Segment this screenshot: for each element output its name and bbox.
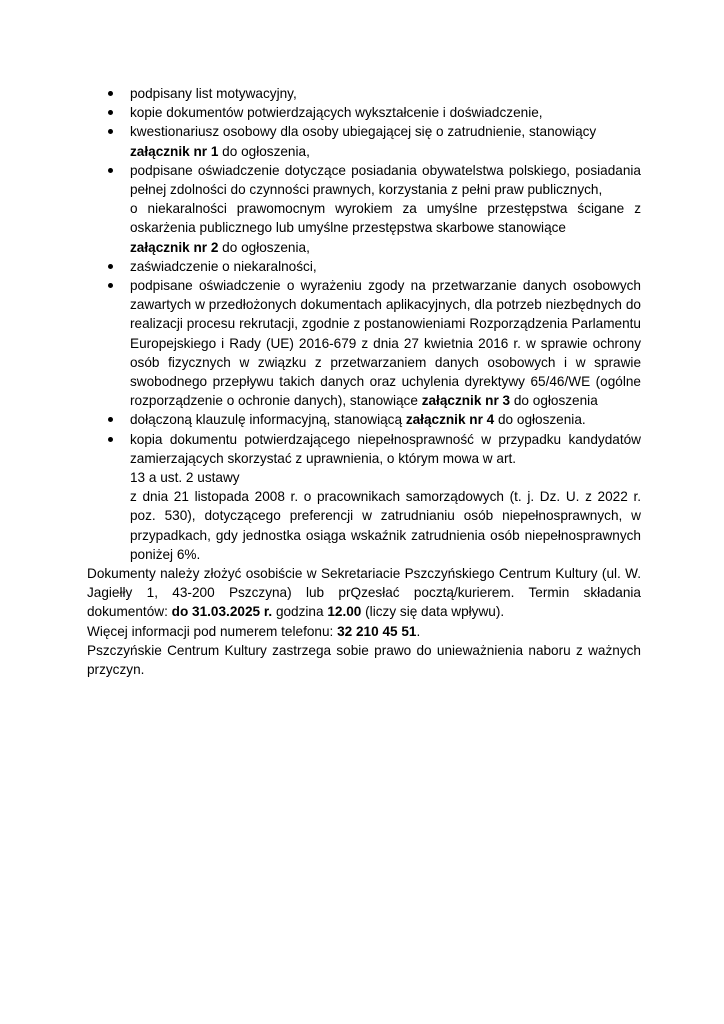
paragraph-text: Dokumenty należy złożyć osobiście w Sekretariacie Pszczyńskiego Centrum Kultury (ul. W. Jagiełły 1, 43-200 Pszczyna) lub prQzesłać pocztą/kurierem. Termin składania dokumentów: <box>87 566 641 620</box>
bullet-icon <box>108 417 113 422</box>
bullet-icon <box>108 283 113 288</box>
list-item <box>87 257 641 276</box>
attachment-label: załącznik nr 2 <box>130 239 219 255</box>
bullet-icon <box>108 91 113 96</box>
list-item <box>87 84 641 103</box>
deadline-date: do 31.03.2025 r. <box>171 604 273 620</box>
deadline-time: 12.00 <box>327 604 362 620</box>
list-item <box>87 122 641 160</box>
list-item <box>87 410 641 429</box>
list-item-text: o niekaralności prawomocnym wyrokiem za umyślne przestępstwa ścigane z oskarżenia publicznego lub umyślne przestępstwa skarbowe stanowiące <box>130 201 641 236</box>
required-documents-list <box>87 84 641 564</box>
list-item-text: do ogłoszenia. <box>494 412 586 428</box>
attachment-label: załącznik nr 3 <box>421 393 511 409</box>
document-content <box>87 84 641 679</box>
list-item-text: kwestionariusz osobowy dla osoby ubiegającej się o zatrudnienie, stanowiący <box>130 124 597 140</box>
list-item-text: podpisane oświadczenie dotyczące posiadania obywatelstwa polskiego, posiadania pełnej zdolności do czynności prawnych, korzystania z pełni praw publicznych, <box>130 162 641 198</box>
list-item-text: do ogłoszenia, <box>218 143 310 159</box>
list-item-text: podpisane oświadczenie o wyrażeniu zgody na przetwarzanie danych osobowych zawartych w przedłożonych dokumentach aplikacyjnych, dla potrzeb niezbędnych do realizacji procesu rekrutacji, zgodnie z postanowieniami Rozporządzenia Parlamentu Europejskiego i Rady (UE) 2016-679 z dnia 27 kwietnia 2016 r. w sprawie ochrony osób fizycznych w związku z przetwarzaniem danych osobowych i w sprawie swobodnego przepływu takich danych oraz uchylenia dyrektywy 65/46/WE (ogólne rozporządzenie o ochronie danych), stanowiące <box>130 278 641 409</box>
paragraph-text: godzina <box>275 604 324 620</box>
attachment-label: załącznik nr 4 <box>405 412 495 428</box>
bullet-icon <box>108 168 113 173</box>
list-item <box>87 430 641 564</box>
bullet-icon <box>108 129 113 134</box>
list-item-text: z dnia 21 listopada 2008 r. o pracownikach samorządowych (t. j. Dz. U. z 2022 r. poz. 530), dotyczącego preferencji w zatrudnianiu osób niepełnosprawnych, w przypadkach, gdy jednostka osiąga wskaźnik zatrudnienia osób niepełnosprawnych poniżej 6%. <box>130 489 641 562</box>
list-item-text: dołączoną klauzulę informacyjną, stanowiącą <box>130 412 406 428</box>
submission-paragraph <box>87 564 641 622</box>
list-item-text: kopia dokumentu potwierdzającego niepełnosprawność w przypadku kandydatów zamierzających skorzystać z uprawnienia, o którym mowa w art. <box>130 431 641 466</box>
closing-paragraph: Pszczyńskie Centrum Kultury zastrzega sobie prawo do unieważnienia naboru z ważnych przyczyn. <box>87 642 641 678</box>
list-item-text: do ogłoszenia, <box>218 239 310 255</box>
list-item-text: zaświadczenie o niekaralności, <box>130 258 317 274</box>
paragraph-text: Więcej informacji pod numerem telefonu: <box>87 623 334 639</box>
bullet-icon <box>108 437 113 442</box>
attachment-label: załącznik nr 1 <box>130 143 219 159</box>
bullet-icon <box>108 110 113 115</box>
list-item-text: podpisany list motywacyjny, <box>130 86 297 101</box>
list-item <box>87 276 641 410</box>
phone-paragraph <box>87 622 641 641</box>
list-item <box>87 161 641 257</box>
list-item-text: kopie dokumentów potwierdzających wykształcenie i doświadczenie, <box>130 105 543 121</box>
list-item <box>87 103 641 122</box>
paragraph-text: . <box>416 623 421 639</box>
phone-number: 32 210 45 51 <box>337 623 417 639</box>
list-item-text: 13 a ust. 2 ustawy <box>130 470 240 486</box>
bullet-icon <box>108 264 113 269</box>
paragraph-text: (liczy się data wpływu). <box>365 604 505 620</box>
list-item-text: do ogłoszenia <box>510 393 598 409</box>
